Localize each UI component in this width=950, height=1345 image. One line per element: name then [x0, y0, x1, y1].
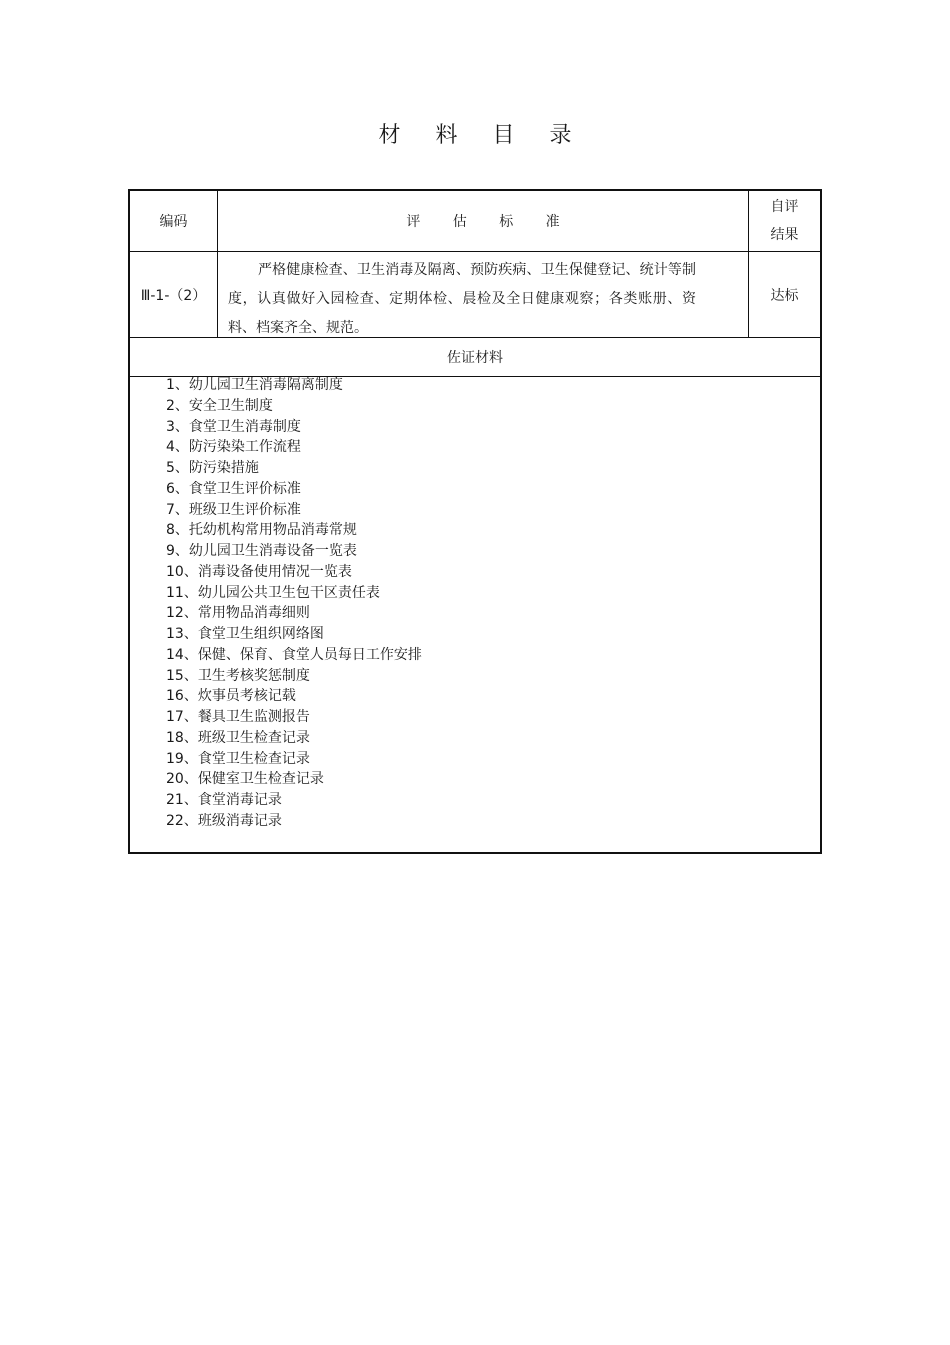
evidence-item: 20、保健室卫生检查记录 [166, 771, 324, 788]
evidence-item: 17、餐具卫生监测报告 [166, 709, 310, 725]
evidence-list [166, 375, 806, 832]
row-standard: 严格健康检查、卫生消毒及隔离、预防疾病、卫生保健登记、统计等制度，认真做好入园检查、定期体检、晨检及全日健康观察；各类账册、资料、档案齐全、规范。 [228, 262, 696, 336]
materials-table [128, 189, 822, 854]
evidence-item: 16、炊事员考核记载 [166, 688, 296, 705]
header-self-eval-line2: 结果 [770, 227, 799, 243]
evidence-item: 19、食堂卫生检查记录 [166, 750, 310, 767]
evidence-item: 4、防污染染工作流程 [166, 439, 301, 456]
header-self-eval [749, 191, 820, 251]
evidence-item: 3、食堂卫生消毒制度 [166, 418, 301, 435]
evidence-item: 21、食堂消毒记录 [166, 792, 282, 808]
evidence-item: 7、班级卫生评价标准 [166, 501, 301, 518]
evidence-item: 1、幼儿园卫生消毒隔离制度 [166, 377, 343, 393]
row-result: 达标 [770, 287, 799, 304]
header-code: 编码 [159, 214, 188, 230]
header-self-eval-line1: 自评 [770, 199, 799, 215]
evidence-item: 12、常用物品消毒细则 [166, 605, 310, 622]
evidence-item: 13、食堂卫生组织网络图 [166, 626, 324, 642]
evidence-item: 15、卫生考核奖惩制度 [166, 667, 310, 684]
header-standard: 评 估 标 准 [406, 214, 574, 230]
evidence-item: 8、托幼机构常用物品消毒常规 [166, 522, 357, 539]
evidence-item: 9、幼儿园卫生消毒设备一览表 [166, 543, 357, 559]
evidence-item: 18、班级卫生检查记录 [166, 729, 310, 746]
evidence-item: 11、幼儿园公共卫生包干区责任表 [166, 584, 380, 601]
evidence-item: 22、班级消毒记录 [166, 812, 282, 829]
evidence-item: 2、安全卫生制度 [166, 397, 273, 414]
evidence-heading: 佐证材料 [447, 350, 503, 366]
evidence-item: 6、食堂卫生评价标准 [166, 480, 301, 497]
page-title: 材 料 目 录 [378, 123, 586, 148]
evidence-item: 14、保健、保育、食堂人员每日工作安排 [166, 646, 422, 663]
row-code: Ⅲ-1-（2） [140, 287, 207, 304]
evidence-item: 5、防污染措施 [166, 460, 259, 476]
evidence-item: 10、消毒设备使用情况一览表 [166, 563, 352, 580]
